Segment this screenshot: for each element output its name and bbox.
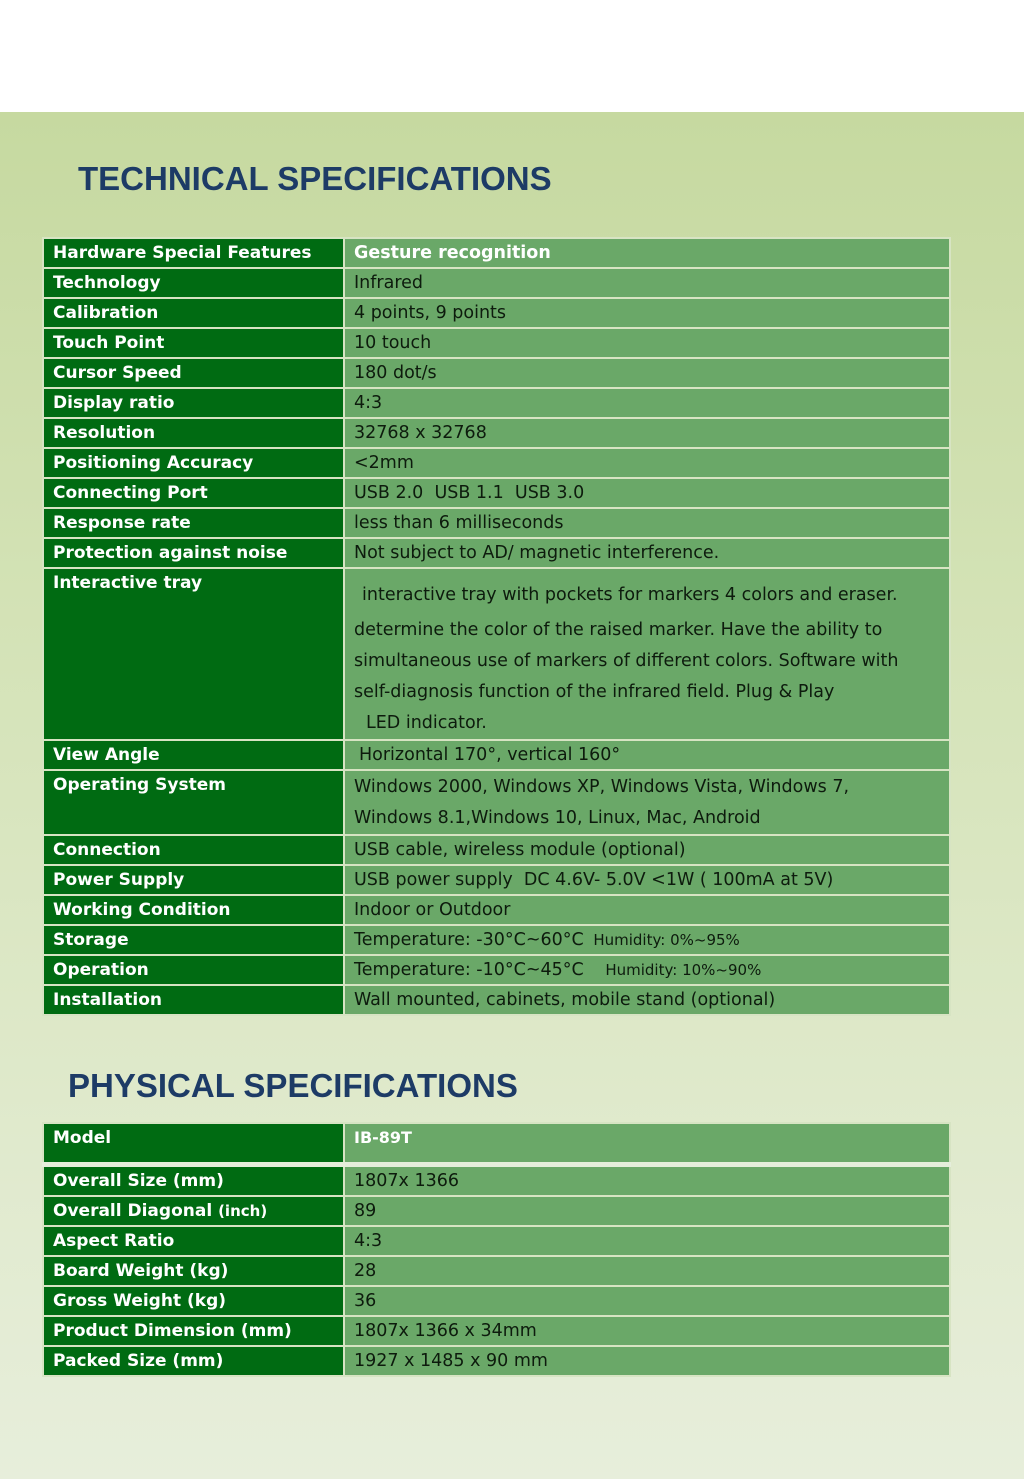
table-row: [43, 448, 950, 478]
spec-label: Storage: [43, 925, 344, 955]
table-row: [43, 538, 950, 568]
technical-specifications-table: [42, 237, 951, 1016]
table-row: [43, 568, 950, 740]
spec-label: Touch Point: [43, 328, 344, 358]
table-row: [43, 358, 950, 388]
spec-label: Calibration: [43, 298, 344, 328]
spec-value: 32768 x 32768: [344, 418, 950, 448]
spec-value: [344, 740, 950, 770]
table-row: [43, 1286, 950, 1316]
spec-label: Cursor Speed: [43, 358, 344, 388]
temperature-range: Temperature: -10°C~45°C: [354, 960, 584, 980]
spec-value: USB 2.0 USB 1.1 USB 3.0: [344, 478, 950, 508]
table-row: [43, 740, 950, 770]
spec-value: 36: [344, 1286, 950, 1316]
spec-label: Positioning Accuracy: [43, 448, 344, 478]
table-row: [43, 1346, 950, 1376]
spec-label: Interactive tray: [43, 568, 344, 740]
table-row: [43, 1256, 950, 1286]
table-row: [43, 388, 950, 418]
spec-value: USB power supply DC 4.6V- 5.0V <1W ( 100mA at 5V): [344, 865, 950, 895]
spec-label: Connection: [43, 835, 344, 865]
spec-label: Model: [43, 1123, 344, 1165]
technical-specifications-heading: TECHNICAL SPECIFICATIONS: [78, 160, 552, 197]
spec-value: 4:3: [344, 1226, 950, 1256]
table-row: [43, 508, 950, 538]
table-row: [43, 1196, 950, 1226]
spec-value: Not subject to AD/ magnetic interference.: [344, 538, 950, 568]
spec-label: Technology: [43, 268, 344, 298]
table-row: [43, 835, 950, 865]
spec-value-line: Windows 8.1,Windows 10, Linux, Mac, Android: [354, 808, 761, 828]
spec-value: 1807x 1366 x 34mm: [344, 1316, 950, 1346]
spec-value-line: simultaneous use of markers of different colors. Software with: [354, 651, 899, 671]
spec-value-text: Horizontal 170°, vertical 160°: [359, 745, 621, 765]
spec-value-line: Windows 2000, Windows XP, Windows Vista, Windows 7,: [354, 777, 850, 797]
spec-value-line: interactive tray with pockets for markers 4 colors and eraser.: [362, 585, 898, 605]
spec-label: Product Dimension (mm): [43, 1316, 344, 1346]
spec-value: [344, 955, 950, 985]
spec-label: Installation: [43, 985, 344, 1015]
spec-label: Board Weight (kg): [43, 1256, 344, 1286]
spec-value: USB cable, wireless module (optional): [344, 835, 950, 865]
spec-label: Power Supply: [43, 865, 344, 895]
spec-label: Response rate: [43, 508, 344, 538]
table-row: [43, 328, 950, 358]
spec-value: 180 dot/s: [344, 358, 950, 388]
spec-value: Wall mounted, cabinets, mobile stand (optional): [344, 985, 950, 1015]
table-row: [43, 985, 950, 1015]
spec-value: Infrared: [344, 268, 950, 298]
humidity-range: Humidity: 0%~95%: [593, 931, 740, 949]
spec-value-line: self-diagnosis function of the infrared field. Plug & Play: [354, 682, 835, 702]
table-row: [43, 1316, 950, 1346]
spec-label: Gross Weight (kg): [43, 1286, 344, 1316]
spec-value: 1807x 1366: [344, 1165, 950, 1197]
spec-label: [43, 1196, 344, 1226]
spec-value: less than 6 milliseconds: [344, 508, 950, 538]
humidity-range: Humidity: 10%~90%: [605, 961, 762, 979]
spec-value: [344, 770, 950, 835]
spec-label: Aspect Ratio: [43, 1226, 344, 1256]
spec-label: Display ratio: [43, 388, 344, 418]
spec-value: IB-89T: [344, 1123, 950, 1165]
spec-value: [344, 568, 950, 740]
temperature-range: Temperature: -30°C~60°C: [354, 930, 584, 950]
spec-label: Operating System: [43, 770, 344, 835]
physical-specifications-heading: PHYSICAL SPECIFICATIONS: [68, 1067, 518, 1104]
table-row: [43, 895, 950, 925]
spec-value: [344, 925, 950, 955]
table-row: [43, 478, 950, 508]
spec-value-line: determine the color of the raised marker. Have the ability to: [354, 620, 883, 640]
spec-value-line: LED indicator.: [366, 713, 487, 733]
spec-value: 89: [344, 1196, 950, 1226]
physical-specifications-table: [42, 1122, 951, 1377]
spec-value: Gesture recognition: [344, 238, 950, 268]
spec-value: 4 points, 9 points: [344, 298, 950, 328]
table-row: [43, 925, 950, 955]
spec-label-unit: (inch): [218, 1202, 268, 1220]
spec-value: 1927 x 1485 x 90 mm: [344, 1346, 950, 1376]
spec-label: Working Condition: [43, 895, 344, 925]
table-row: [43, 1226, 950, 1256]
table-row: [43, 770, 950, 835]
table-row: [43, 865, 950, 895]
table-row: [43, 298, 950, 328]
table-row: [43, 955, 950, 985]
table-row: [43, 268, 950, 298]
spec-label: Protection against noise: [43, 538, 344, 568]
spec-label: Operation: [43, 955, 344, 985]
spec-value: 28: [344, 1256, 950, 1286]
spec-label-text: Overall Diagonal: [53, 1201, 213, 1221]
table-row: [43, 1165, 950, 1197]
table-row: [43, 238, 950, 268]
table-row: [43, 1123, 950, 1165]
spec-label: View Angle: [43, 740, 344, 770]
spec-label: Overall Size (mm): [43, 1165, 344, 1197]
spec-value: 10 touch: [344, 328, 950, 358]
spec-value: <2mm: [344, 448, 950, 478]
spec-label: Hardware Special Features: [43, 238, 344, 268]
table-row: [43, 418, 950, 448]
spec-label: Connecting Port: [43, 478, 344, 508]
spec-value: Indoor or Outdoor: [344, 895, 950, 925]
spec-value: 4:3: [344, 388, 950, 418]
spec-label: Resolution: [43, 418, 344, 448]
spec-label: Packed Size (mm): [43, 1346, 344, 1376]
